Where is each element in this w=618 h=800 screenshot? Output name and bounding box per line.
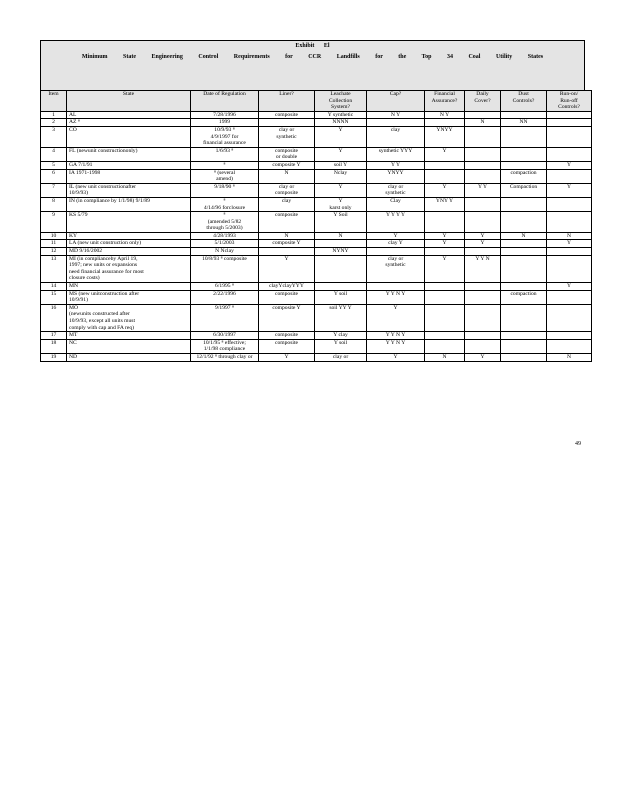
table-cell: 11 <box>41 240 67 248</box>
table-row <box>41 332 592 340</box>
table-cell <box>547 248 592 256</box>
table-cell: 1 <box>41 111 67 119</box>
table-cell: MS (new unitconstruction after 10/9/91) <box>67 290 191 304</box>
col-header-dust: Dust Controls? <box>501 91 547 112</box>
table-cell: 5 <box>41 161 67 169</box>
table-row <box>41 197 592 211</box>
table-cell: 16 <box>41 304 67 331</box>
table-cell <box>425 290 465 304</box>
table-cell: soil Y <box>315 161 367 169</box>
table-cell: clay or <box>315 353 367 361</box>
table-cell: clay or synthetic <box>367 183 425 197</box>
table-cell: AZ ⁸ <box>67 119 191 127</box>
table-cell: Y Y Y Y <box>367 212 425 233</box>
table-cell <box>547 119 592 127</box>
table-cell: Y <box>259 255 315 282</box>
table-row <box>41 353 592 361</box>
table-cell: Y <box>465 240 501 248</box>
table-cell <box>501 283 547 291</box>
table-cell <box>465 126 501 147</box>
table-cell: Nclay <box>315 169 367 183</box>
table-cell: Y <box>425 240 465 248</box>
table-cell: clay Y <box>367 240 425 248</box>
table-cell: Y <box>465 353 501 361</box>
col-header-daily-cover: Daily Cover? <box>465 91 501 112</box>
table-cell: LA (new unit construction only) <box>67 240 191 248</box>
exhibit-title: Exhibit El <box>295 43 330 49</box>
exhibit-header <box>40 40 585 90</box>
table-cell: Y <box>259 353 315 361</box>
table-row <box>41 232 592 240</box>
table-cell: MO (newunits constructed after 10/9/93, except all units must comply with cap and FA req) <box>67 304 191 331</box>
table-cell <box>501 161 547 169</box>
table-cell <box>501 197 547 211</box>
table-cell <box>547 147 592 161</box>
table-cell <box>465 212 501 233</box>
table-row <box>41 147 592 161</box>
table-cell <box>367 119 425 127</box>
col-header-cap: Cap? <box>367 91 425 112</box>
table-cell: ⁸ (amended 5/82 through 5/2003) <box>191 212 259 233</box>
table-cell <box>547 339 592 353</box>
table-cell: Y Y <box>367 161 425 169</box>
table-cell <box>425 161 465 169</box>
table-cell <box>547 290 592 304</box>
table-cell: IL (new unit constructionafter 10/9/93) <box>67 183 191 197</box>
table-cell: Compaction <box>501 183 547 197</box>
table-cell: 14 <box>41 283 67 291</box>
table-cell <box>547 255 592 282</box>
table-cell <box>465 248 501 256</box>
table-row <box>41 119 592 127</box>
table-cell <box>465 161 501 169</box>
table-cell: 10 <box>41 232 67 240</box>
table-cell: composite or double <box>259 147 315 161</box>
table-cell: Y <box>367 232 425 240</box>
table-cell: composite <box>259 339 315 353</box>
table-cell: N <box>259 232 315 240</box>
table-cell <box>501 147 547 161</box>
table-cell <box>425 119 465 127</box>
col-header-date: Date of Regulation <box>191 91 259 112</box>
table-cell: ND <box>67 353 191 361</box>
table-cell: 18 <box>41 339 67 353</box>
table-cell: 10/9/93 ⁸ 4/9/1997 for financial assurance <box>191 126 259 147</box>
table-cell <box>547 126 592 147</box>
table-cell: Y Y N <box>465 255 501 282</box>
table-cell: Y <box>547 283 592 291</box>
table-row <box>41 212 592 233</box>
table-cell <box>425 304 465 331</box>
table-cell: composite <box>259 290 315 304</box>
table-cell <box>465 339 501 353</box>
table-cell <box>547 212 592 233</box>
requirements-table <box>40 90 592 362</box>
table-cell: 5/1/2003 <box>191 240 259 248</box>
table-cell: Y <box>425 183 465 197</box>
table-cell <box>501 353 547 361</box>
table-cell: 9 <box>41 212 67 233</box>
exhibit-subtitle: Minimum State Engineering Control Requirements for CCR Landfills for the Top 34 Coal Utility States <box>81 54 544 60</box>
table-cell: 8 <box>41 197 67 211</box>
table-cell: 1999 <box>191 119 259 127</box>
table-cell: MD 9/16/2002 <box>67 248 191 256</box>
col-header-financial: Financial Assurance? <box>425 91 465 112</box>
table-cell: Y synthetic <box>315 111 367 119</box>
table-cell: composite Y <box>259 304 315 331</box>
table-cell: clayYclayYYY <box>259 283 315 291</box>
table-cell <box>501 111 547 119</box>
col-header-runon: Run-on/ Run-off Controls? <box>547 91 592 112</box>
table-cell <box>465 283 501 291</box>
table-cell: MT <box>67 332 191 340</box>
table-cell: Y Y N Y <box>367 332 425 340</box>
table-cell: 10/8/93 ⁸ composite <box>191 255 259 282</box>
table-cell: IA 1971-1998 <box>67 169 191 183</box>
table-cell: KY <box>67 232 191 240</box>
table-cell: Y Soil <box>315 212 367 233</box>
table-cell: 6 <box>41 169 67 183</box>
table-cell <box>425 169 465 183</box>
table-cell <box>465 332 501 340</box>
table-cell: 6/1995 ⁸ <box>191 283 259 291</box>
table-cell: 12/1/92 ⁸ through clay or <box>191 353 259 361</box>
table-row <box>41 111 592 119</box>
table-cell <box>425 339 465 353</box>
table-cell <box>259 119 315 127</box>
table-cell: N Y <box>367 111 425 119</box>
col-header-item: Item <box>41 91 67 112</box>
table-cell: GA 7/1/91 <box>67 161 191 169</box>
table-cell: Y Y N Y <box>367 290 425 304</box>
table-row <box>41 290 592 304</box>
table-cell <box>501 212 547 233</box>
table-row <box>41 126 592 147</box>
table-cell <box>501 339 547 353</box>
table-cell: Y <box>547 240 592 248</box>
table-cell: N <box>259 169 315 183</box>
table-cell <box>315 283 367 291</box>
page-number: 49 <box>575 441 581 447</box>
table-cell: composite <box>259 332 315 340</box>
table-cell: Y <box>315 126 367 147</box>
table-cell <box>501 255 547 282</box>
table-cell <box>501 332 547 340</box>
table-cell <box>425 332 465 340</box>
table-cell: N Y <box>425 111 465 119</box>
table-cell: 19 <box>41 353 67 361</box>
table-body <box>41 111 592 361</box>
col-header-state: State <box>67 91 191 112</box>
table-cell <box>315 240 367 248</box>
table-cell: N <box>501 232 547 240</box>
table-cell: Y <box>425 255 465 282</box>
table-cell: N <box>425 353 465 361</box>
table-cell: 2 <box>41 119 67 127</box>
table-cell: NNNN <box>315 119 367 127</box>
table-cell <box>501 304 547 331</box>
table-cell <box>547 169 592 183</box>
table-cell <box>465 304 501 331</box>
table-cell: soil YY Y <box>315 304 367 331</box>
table-cell: Y <box>425 232 465 240</box>
table-cell: N Nclay <box>191 248 259 256</box>
table-cell <box>547 197 592 211</box>
table-cell: clay or synthetic <box>259 126 315 147</box>
table-cell <box>465 169 501 183</box>
table-cell: CO <box>67 126 191 147</box>
table-cell: composite Y <box>259 240 315 248</box>
table-cell: Y <box>547 161 592 169</box>
table-cell: clay <box>367 126 425 147</box>
table-row <box>41 339 592 353</box>
table-cell: ⁸ <box>191 161 259 169</box>
table-cell: composite Y <box>259 161 315 169</box>
table-cell: 3 <box>41 126 67 147</box>
table-row <box>41 240 592 248</box>
table-cell: 2/22/1996 <box>191 290 259 304</box>
table-cell: Y soil <box>315 339 367 353</box>
table-cell <box>315 255 367 282</box>
table-cell: N <box>547 232 592 240</box>
table-cell <box>465 290 501 304</box>
table-row <box>41 169 592 183</box>
table-row <box>41 183 592 197</box>
table-cell: YNYY <box>425 126 465 147</box>
table-cell: IN (in compliance by 1/1/98) 9/1/89 <box>67 197 191 211</box>
table-cell: compaction <box>501 169 547 183</box>
table-cell: 9/1997 ⁸ <box>191 304 259 331</box>
col-header-liner: Liner? <box>259 91 315 112</box>
table-row <box>41 283 592 291</box>
table-cell: N <box>547 353 592 361</box>
table-cell: 17 <box>41 332 67 340</box>
table-cell: FL (newunit constructiononly) <box>67 147 191 161</box>
table-row <box>41 161 592 169</box>
table-row <box>41 304 592 331</box>
table-cell: NN <box>501 119 547 127</box>
table-cell: composite <box>259 111 315 119</box>
table-cell: clay or composite <box>259 183 315 197</box>
table-cell <box>501 240 547 248</box>
table-cell: synthetic YYY <box>367 147 425 161</box>
table-cell <box>547 304 592 331</box>
table-cell <box>425 248 465 256</box>
table-cell <box>547 332 592 340</box>
table-cell: 4/28/1993 <box>191 232 259 240</box>
table-cell: Y <box>367 304 425 331</box>
table-cell: Y <box>315 147 367 161</box>
table-cell: composite <box>259 212 315 233</box>
table-cell: clay or synthetic <box>367 255 425 282</box>
table-cell: Y <box>547 183 592 197</box>
table-cell: ⁸ (several amend) <box>191 169 259 183</box>
table-cell <box>425 212 465 233</box>
table-cell: Y clay <box>315 332 367 340</box>
table-cell: Y karst only <box>315 197 367 211</box>
table-cell: YNYY <box>367 169 425 183</box>
table-cell <box>367 248 425 256</box>
table-cell: NC <box>67 339 191 353</box>
table-cell: 10/1/95 ⁸ effective; 1/1/98 compliance <box>191 339 259 353</box>
table-cell: YNY Y <box>425 197 465 211</box>
table-cell <box>465 197 501 211</box>
table-cell: 6/30/1997 <box>191 332 259 340</box>
table-cell: compaction <box>501 290 547 304</box>
table-cell: Y soil <box>315 290 367 304</box>
table-cell: 4 <box>41 147 67 161</box>
table-cell: Y <box>465 232 501 240</box>
table-cell: 12 <box>41 248 67 256</box>
table-cell: N <box>465 119 501 127</box>
table-cell <box>367 283 425 291</box>
table-cell: 13 <box>41 255 67 282</box>
table-cell: Y <box>315 183 367 197</box>
table-cell: 15 <box>41 290 67 304</box>
table-cell: Y <box>367 353 425 361</box>
table-cell: Y Y <box>465 183 501 197</box>
table-cell <box>425 283 465 291</box>
table-cell <box>547 111 592 119</box>
table-cell: ⁸ 4/14/96 forclosure <box>191 197 259 211</box>
table-row <box>41 255 592 282</box>
table-cell: AL <box>67 111 191 119</box>
table-cell <box>259 248 315 256</box>
table-cell: 7/28/1996 <box>191 111 259 119</box>
table-cell: Clay <box>367 197 425 211</box>
table-cell <box>465 147 501 161</box>
table-cell <box>501 248 547 256</box>
table-cell <box>465 111 501 119</box>
table-cell: NYNY <box>315 248 367 256</box>
table-cell: MI (in complianceby April 19, 1997; new units or expansions need financial assurance for most closure costs) <box>67 255 191 282</box>
table-cell: N <box>315 232 367 240</box>
table-row <box>41 248 592 256</box>
table-cell: 1/6/93 ⁸ <box>191 147 259 161</box>
table-cell: 9/18/90 ⁸ <box>191 183 259 197</box>
table-cell: Y <box>425 147 465 161</box>
table-cell: clay <box>259 197 315 211</box>
table-cell: KS 5/79 <box>67 212 191 233</box>
table-cell <box>501 126 547 147</box>
col-header-leachate: Leachate Collection System? <box>315 91 367 112</box>
table-cell: 7 <box>41 183 67 197</box>
table-cell: Y Y N Y <box>367 339 425 353</box>
table-cell: MN <box>67 283 191 291</box>
table-header-row <box>41 91 592 112</box>
